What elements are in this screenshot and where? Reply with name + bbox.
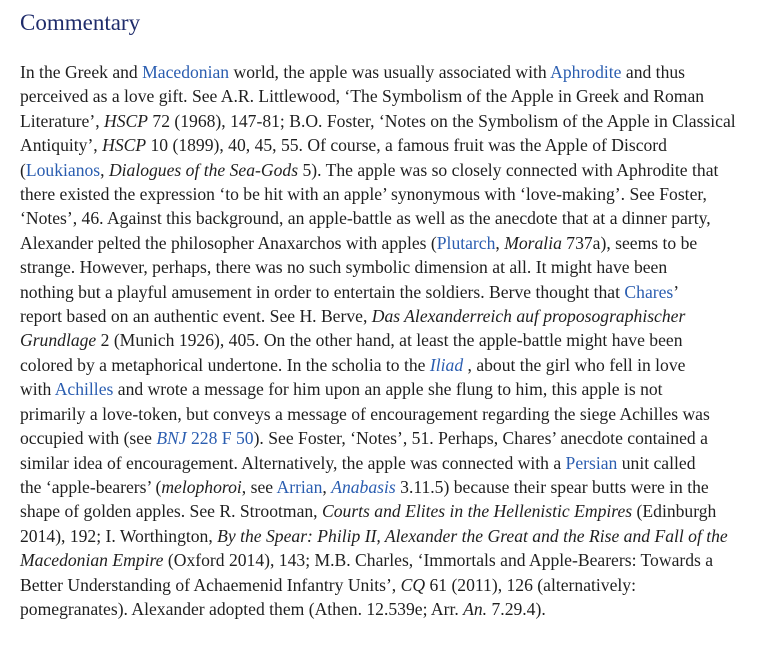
italic-title: Das Alexanderreich auf proposographischer xyxy=(371,306,686,327)
text-segment: nothing but a playful amusement in order to entertain the soldiers. Berve thought that xyxy=(20,281,625,302)
text-line xyxy=(20,524,771,548)
italic-title: CQ xyxy=(400,574,426,595)
text-segment: , xyxy=(495,232,505,253)
text-line xyxy=(20,499,771,523)
text-segment: In the Greek and xyxy=(20,62,143,82)
reference-link[interactable]: Aphrodite xyxy=(550,62,622,82)
text-segment: 2014), 192; I. Worthington, xyxy=(20,525,218,546)
text-segment: (Edinburgh xyxy=(632,501,717,522)
text-segment: Better Understanding of Achaemenid Infantry Units’, xyxy=(20,574,401,595)
text-segment: ). See Foster, ‘Notes’, 51. Perhaps, Chares’ anecdote contained a xyxy=(253,428,708,449)
text-segment: pomegranates). Alexander adopted them (Athen. 12.539e; Arr. xyxy=(20,598,464,619)
italic-title: Grundlage xyxy=(20,330,97,351)
text-segment: report based on an authentic event. See H. Berve, xyxy=(20,306,372,327)
text-line xyxy=(20,548,771,572)
commentary-paragraph xyxy=(20,60,771,621)
text-segment: 61 (2011), 126 (alternatively: xyxy=(425,574,636,595)
text-line xyxy=(20,109,771,133)
italic-text xyxy=(20,550,163,570)
italic-text xyxy=(104,111,148,131)
text-segment: unit called xyxy=(617,452,696,473)
text-line xyxy=(20,353,771,377)
italic-text xyxy=(463,599,487,619)
text-line xyxy=(20,304,771,328)
reference-link[interactable] xyxy=(331,477,396,497)
text-line xyxy=(20,280,771,304)
italic-text xyxy=(102,135,146,155)
reference-link[interactable]: Chares xyxy=(624,281,674,302)
text-line xyxy=(20,475,771,499)
text-segment: 10 (1899), 40, 45, 55. Of course, a famous fruit was the Apple of Discord xyxy=(146,135,667,156)
text-segment: Alexander pelted the philosopher Anaxarchos with apples ( xyxy=(20,232,437,253)
text-segment: world, the apple was usually associated with xyxy=(229,62,551,82)
text-line xyxy=(20,597,771,621)
text-line xyxy=(20,231,771,255)
italic-title[interactable]: Iliad xyxy=(429,354,464,375)
italic-title: An. xyxy=(463,598,488,619)
text-line xyxy=(20,158,771,182)
italic-title: melophoroi xyxy=(161,476,242,497)
italic-text xyxy=(109,160,298,180)
italic-title: HSCP xyxy=(104,110,148,131)
italic-title: HSCP xyxy=(102,135,147,156)
text-line xyxy=(20,451,771,475)
reference-link[interactable]: Plutarch xyxy=(436,232,496,253)
text-line xyxy=(20,426,771,450)
italic-text xyxy=(20,330,96,350)
text-segment: colored by a metaphorical undertone. In the scholia to the xyxy=(20,354,430,375)
text-segment: the ‘apple-bearers’ ( xyxy=(20,476,162,497)
reference-link[interactable] xyxy=(430,355,463,375)
italic-title[interactable]: BNJ xyxy=(156,428,187,449)
text-segment: 3.11.5) because their spear butts were in the xyxy=(395,476,709,497)
text-segment: ‘Notes’, 46. Against this background, an apple-battle as well as the anecdote that at a dinner party, xyxy=(20,208,711,229)
reference-link[interactable]: Persian xyxy=(565,452,618,473)
text-line xyxy=(20,60,771,84)
italic-text xyxy=(161,477,241,497)
text-line xyxy=(20,255,771,279)
text-line xyxy=(20,573,771,597)
reference-link[interactable]: Arrian xyxy=(276,476,323,497)
text-segment: 5). The apple was so closely connected with Aphrodite that xyxy=(298,159,719,180)
text-segment: , xyxy=(322,476,332,497)
italic-text xyxy=(401,575,425,595)
italic-title: By the Spear: Philip II, Alexander the Great and the Rise and Fall of the xyxy=(217,525,728,546)
text-segment: ( xyxy=(20,159,26,180)
text-segment: 2 (Munich 1926), 405. On the other hand, at least the apple-battle might have been xyxy=(96,330,683,351)
reference-link[interactable]: Loukianos xyxy=(25,159,101,180)
text-segment: 72 (1968), 147-81; B.O. Foster, ‘Notes on the Symbolism of the Apple in Classical xyxy=(148,110,736,131)
commentary-heading: Commentary xyxy=(20,10,141,35)
text-segment: with xyxy=(20,379,55,400)
text-segment: , xyxy=(100,159,109,180)
text-segment: primarily a love-token, but conveys a message of encouragement regarding the siege Achilles was xyxy=(20,403,710,424)
reference-link[interactable] xyxy=(156,428,186,448)
text-segment: , see xyxy=(241,476,277,497)
italic-title: Courts and Elites in the Hellenistic Empires xyxy=(321,501,633,522)
italic-title: Moralia xyxy=(504,232,562,253)
text-segment: ’ xyxy=(673,281,680,302)
text-segment: perceived as a love gift. See A.R. Littlewood, ‘The Symbolism of the Apple in Greek and Roman xyxy=(20,86,705,107)
text-segment: strange. However, perhaps, there was no such symbolic dimension at all. It might have been xyxy=(20,257,668,278)
italic-title: Dialogues of the Sea-Gods xyxy=(108,159,299,180)
text-segment: similar idea of encouragement. Alternatively, the apple was connected with a xyxy=(20,452,566,473)
reference-link[interactable]: Macedonian xyxy=(142,62,230,82)
text-segment: and wrote a message for him upon an apple she flung to him, this apple is not xyxy=(113,379,663,400)
text-line xyxy=(20,84,771,108)
italic-title[interactable]: Anabasis xyxy=(331,476,396,497)
text-line xyxy=(20,182,771,206)
text-segment: 737a), seems to be xyxy=(561,232,698,253)
text-segment: there existed the expression ‘to be hit with an apple’ synonymous with ‘love-making’. See Foster, xyxy=(20,184,707,205)
text-line xyxy=(20,402,771,426)
reference-link[interactable]: Achilles xyxy=(54,379,114,400)
reference-link[interactable]: 228 F 50 xyxy=(186,428,254,449)
italic-text xyxy=(322,501,632,521)
text-segment: , about the girl who fell in love xyxy=(463,354,686,375)
text-segment: shape of golden apples. See R. Strootman, xyxy=(20,501,322,522)
text-line xyxy=(20,328,771,352)
text-segment: (Oxford 2014), 143; M.B. Charles, ‘Immortals and Apple-Bearers: Towards a xyxy=(163,550,714,571)
text-line xyxy=(20,377,771,401)
text-line xyxy=(20,206,771,230)
text-segment: 7.29.4). xyxy=(487,598,546,619)
italic-text xyxy=(217,526,728,546)
text-segment: Antiquity’, xyxy=(20,135,103,156)
text-segment: and thus xyxy=(621,62,686,82)
italic-title: Macedonian Empire xyxy=(20,550,164,571)
italic-text xyxy=(372,306,686,326)
italic-text xyxy=(504,233,562,253)
text-segment: occupied with (see xyxy=(20,428,157,449)
text-line xyxy=(20,133,771,157)
text-segment: Literature’, xyxy=(20,110,105,131)
